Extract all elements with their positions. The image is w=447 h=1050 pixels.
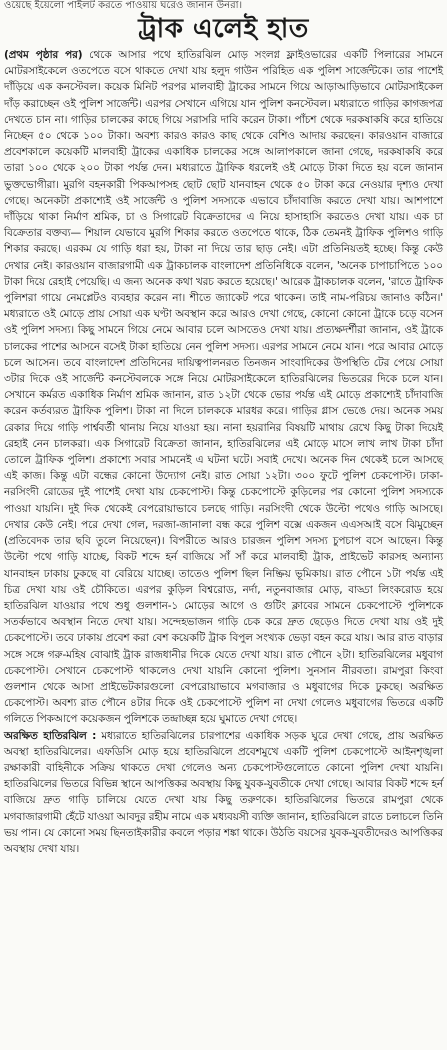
paragraph-text: মধ্যরাতে হাতিরঝিলের চারপাশের একাধিক সড়ক ঘুরে দেখা গেছে, প্রায় অরক্ষিত অবস্থা হাতিরঝিলের। এফডিসি মোড় হয়ে হাতিরঝিলে প্রবেশমুখে একটি পুলিশ চেকপোস্টে আইনশৃঙ্খলা রক্ষাকারী বাহিনীকে সক্রিয় থাকতে দেখা গেলেও অন্য চেকপোস্টগুলোতে কোনো পুলিশ দেখা যায়নি। হাতিরঝিলের ভিতরে বিভিন্ন স্থানে আপত্তিকর অবস্থায় কিছু যুবক-যুবতীকে দেখা গেছে। আবার বিকট শব্দে হর্ন বাজিয়ে দ্রুত গাড়ি চালিয়ে যেতে দেখা যায় কিছু তরুণকে। হাতিরঝিলের ভিতরে রামপুরা থেকে মগবাজারগামী হেঁটে যাওয়া আবদুর রহীম নামে এক মধ্যবয়সী ব্যক্তি জানান, হাতিরঝিলে রাতে চলাচলে তিনি ভয় পান। যে কোনো সময় ছিনতাইকারীর কবলে পড়ার শঙ্কা থাকে। উঠতি বয়সের যুবক-যুবতীদেরও আপত্তিকর অবস্থায় দেখা যায়। — [4, 729, 444, 855]
article-headline: ট্রাক এলেই হাত — [138, 14, 309, 44]
article-paragraph — [4, 47, 443, 728]
paragraph-text: থেকে আসার পথে হাতিরঝিল মোড় সংলগ্ন ফ্লাইওভারের একটি পিলারের সামনে মোটরসাইকেলে ওতপেতে বসে থাকতে দেখা যায় হলুদ গাউন পরিহিত এক পুলিশ সার্জেন্টকে। তার পাশেই দাঁড়িয়ে এক কনস্টেবল। কয়েক মিনিট পরপর মালবাহী ট্রাকের সামনে গিয়ে আড়াআড়িভাবে মোটরসাইকেল দাঁড় করাচ্ছেন ওই পুলিশ সার্জেন্ট। এরপর সেখানে এগিয়ে যান পুলিশ কনস্টেবল। মধ্যরাতে গাড়ির কাগজপত্র দেখতে চান না। গাড়ির চালকের কাছে গিয়ে সরাসরি দাবি করেন টাকা। পাঁচশ থেকে দরকষাকষি করে হাতিয়ে নিচ্ছেন ৫০ থেকে ১০০ টাকা। অবশ্য কারও কারও কাছ থেকে বেশিও আদায় করছেন। কারওয়ান বাজারে প্রবেশকালে কয়েকটি মালবাহী ট্রাকের একাধিক চালকের সঙ্গে আলাপকালে জানা গেছে, দরকষাকষি করে তারা ১০০ থেকে ২০০ টাকা পর্যন্ত দেন। মধ্যরাতে ট্রাফিক ধরলেই ওই মোড়ে টাকা দিতে হয় বলে জানান ভুক্তভোগীরা। মুরগি বহনকারী পিকআপসহ ছোট ছোট যানবাহন থেকে ৫০ টাকা করে নেওয়ার দৃশ্যও দেখা গেছে। অনেকটা প্রকাশ্যেই ওই সার্জেন্ট ও পুলিশ সদস্যকে এভাবে চাঁদাবাজি করতে দেখা যায়। আশপাশে দাঁড়িয়ে থাকা নির্মাণ শ্রমিক, চা ও সিগারেট বিক্রেতাদের এ নিয়ে হাসাহাসি করতেও দেখা যায়। এক চা বিক্রেতার বক্তব্য— শিয়াল যেভাবে মুরগি শিকার করতে ওতপেতে থাকে, ঠিক তেমনই ট্রাফিক পুলিশও গাড়ি শিকার করছে। এরকম যে গাড়ি ধরা হয়, টাকা না দিয়ে তার ছাড় নেই। এটা প্রতিনিয়তই হচ্ছে। কিন্তু কেউ দেখার নেই। কারওয়ান বাজারগামী এক ট্রাকচালক বাংলাদেশ প্রতিনিধিকে বলেন, 'অনেক চাপাচাপিতে ১০০ টাকা দিয়ে রেহাই পেয়েছি। এ জন্য অনেক কথা খরচ করতে হয়েছে।' আরেক ট্রাকচালক বলেন, 'রাতে ট্রাফিক পুলিশরা গায়ে নেমপ্লেটও ব্যবহার করেন না। শীতে জ্যাকেট পরে থাকেন। তাই নাম-পরিচয় জানাও কঠিন।' মধ্যরাতে ওই মোড়ে প্রায় সোয়া এক ঘণ্টা অবস্থান করে আরও দেখা গেছে, কোনো কোনো ট্রাকে চড়ে বসেন ওই পুলিশ সদস্য। কিছু সামনে গিয়ে নেমে আবার চলে আসতেও দেখা যায়। প্রত্যক্ষদর্শীরা জানান, ওই ট্রাকে চালকের পাশের আসনে বসেই টাকা হাতিয়ে নেন পুলিশ সদস্য। এরপর সামনে নেমে যান। পরে আবার মোড়ে চলে আসেন। তবে বাংলাদেশ প্রতিদিনের দায়িত্বপালনরত তিনজন সাংবাদিকের উপস্থিতি টের পেয়ে সোয়া ৩টার দিকে ওই সার্জেন্ট কনস্টেবলকে সঙ্গে নিয়ে মোটরসাইকেলে হাতিরঝিলের ভিতরের দিকে চলে যান। সেখানে কর্মরত একাধিক নির্মাণ শ্রমিক জানান, রাত ১২টা থেকে ভোর পর্যন্ত এই মোড়ে প্রকাশ্যেই চাঁদাবাজি করেন কর্তব্যরত ট্রাফিক পুলিশ। টাকা না দিলে চালককে মারধর করে। গাড়ির গ্লাস ভেঙে দেয়। অনেক সময় রেকার দিয়ে গাড়ি পার্শ্ববর্তী থানায় নিয়ে যাওয়া হয়। নানা হয়রানির বিষয়টি মাথায় রেখে কিছু টাকা দিয়েই রেহাই নেন চালকরা। এক সিগারেট বিক্রেতা জানান, হাতিরঝিলের এই মোড়ে মাসে লাখ লাখ টাকা চাঁদা তোলে ট্রাফিক পুলিশ। প্রকাশ্যে সবার সামনেই এ ঘটনা ঘটে। সবাই দেখে। অনেক দিন থেকেই চলে আসছে এই কাজ। কিন্তু এটা বন্ধের কোনো উদ্যোগ নেই। রাত সোয়া ১২টা। ৩০০ ফুটে পুলিশ চেকপোস্ট। ঢাকা-নরসিংদী রোডের দুই পাশেই দেখা যায় চেকপোস্ট। কিন্তু চেকপোস্টে কুড়িলের পর কোনো পুলিশ সদস্যকে পাওয়া যায়নি। দুই দিক থেকেই বেপরোয়াভাবে চলছে গাড়ি। নরসিংদী থেকে উল্টো পথেও গাড়ি আসছে। দেখার কেউ নেই। পরে দেখা গেল, দরজা-জানালা বন্ধ করে পুলিশ বক্সে একজন এএসআই বসে ঝিমুচ্ছেন (প্রতিবেদক তার ছবি তুলে নিয়েছেন)। বিপরীতে আরও চারজন পুলিশ সদস্য চুপচাপ বসে আছেন। কিন্তু উল্টো পথে গাড়ি যাচ্ছে, বিকট শব্দে হর্ন বাজিয়ে সাঁ সাঁ করে মালবাহী ট্রাক, প্রাইভেট কারসহ অন্যান্য যানবাহন ঢাকায় ঢুকছে বা বেরিয়ে যাচ্ছে। তাতেও পুলিশ ছিল নিষ্ক্রিয় ভূমিকায়। রাত পৌনে ১টা পর্যন্ত এই চিত্র দেখা যায় ওই চৌকিতে। এরপর কুড়িল বিশ্বরোড, নর্দা, নতুনবাজার মোড়, বাড্ডা লিংকরোড হয়ে হাতিরঝিল যাওয়ার পথে শুধু গুলশান-১ মোড়ের আগে ও গুটিং ক্লাবের সামনে চেকপোস্টে পুলিশকে সতর্কভাবে অবস্থান নিতে দেখা যায়। সন্দেহভাজন গাড়ি চেক করে দ্রুত ছেড়েও দিতে দেখা যায় ওই দুই চেকপোস্টে। তবে ঢাকায় প্রবেশ করা বেশ কয়েকটি ট্রাক বিপুল সংখ্যক ভেড়া বহন করে যায়। আর রাত বাড়ার সঙ্গে সঙ্গে গরু-মহিষ বোঝাই ট্রাক রাজধানীর দিকে যেতে দেখা যায়। রাত পৌনে ২টা। হাতিরঝিলের মধুবাগ চেকপোস্ট। সেখানে চেকপোস্ট থাকলেও দেখা যায়নি কোনো পুলিশ। সুনসান নীরবতা। রামপুরা কিংবা গুলশান থেকে আসা প্রাইভেটকারগুলো বেপরোয়াভাবে মগবাজার ও মধুবাগের দিকে ঢুকছে। অরক্ষিত চেকপোস্ট। অবশ্য রাত পৌনে ৪টার দিকে ওই চেকপোস্টে পুলিশ না দেখা গেলেও মধুবাগের ভিতরে একটি গলিতে পিকআপে কয়েকজন পুলিশকে তন্দ্রাচ্ছন্ন হয়ে ঘুমাতে দেখা গেছে। — [4, 49, 444, 726]
continuation-marker: (প্রথম পৃষ্ঠার পর) — [4, 49, 83, 61]
previous-article-fragment: ওয়েছে ইয়েলো পাইলট করতে পাওয়ায় ঘরেও জানান উনরা। — [4, 0, 243, 11]
section-subheading: অরক্ষিত হাতিরঝিল : — [4, 729, 97, 742]
article-paragraph — [4, 728, 443, 858]
article-body — [4, 47, 443, 857]
